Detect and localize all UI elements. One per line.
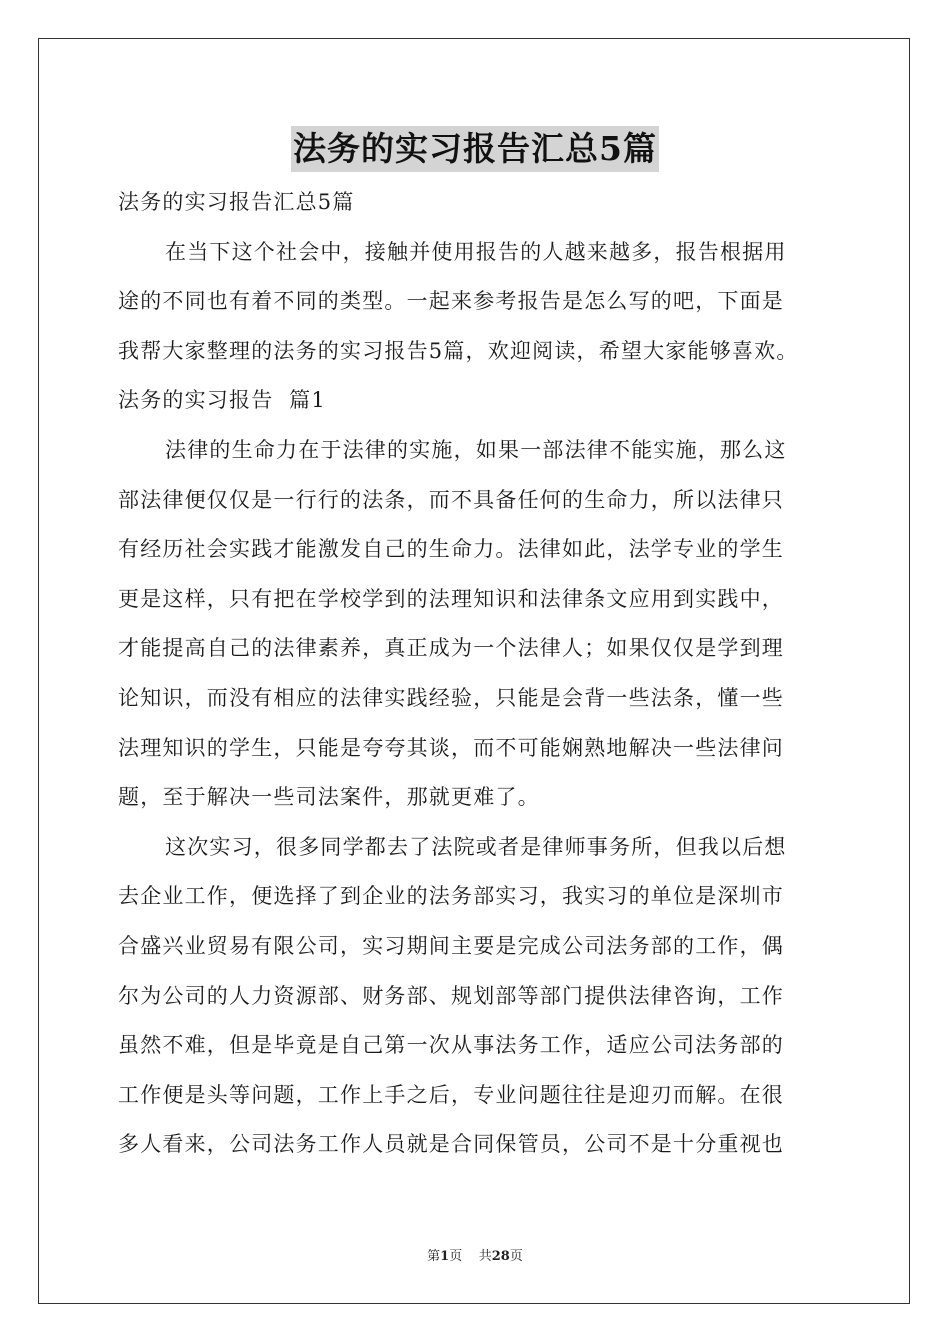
- body-line: 我帮大家整理的法务的实习报告5篇，欢迎阅读，希望大家能够喜欢。: [118, 338, 799, 363]
- page-footer: [0, 1245, 950, 1264]
- body-line: 题，至于解决一些司法案件，那就更难了。: [118, 785, 540, 810]
- body-line: 在当下这个社会中，接触并使用报告的人越来越多，报告根据用: [165, 239, 787, 264]
- page-number-suffix: 页: [509, 1249, 523, 1264]
- document-title: 法务的实习报告汇总5篇: [291, 126, 659, 172]
- body-line: 法务的实习报告汇总5篇: [118, 190, 355, 214]
- page-number-total: 28: [491, 1249, 510, 1264]
- body-line: 法律的生命力在于法律的实施，如果一部法律不能实施，那么这: [165, 437, 787, 462]
- page-number-mid: 页 共: [449, 1249, 492, 1264]
- body-line: 才能提高自己的法律素养，真正成为一个法律人；如果仅仅是学到理: [118, 636, 784, 661]
- section-heading: 法务的实习报告 篇1: [118, 388, 326, 413]
- page-number-prefix: 第: [427, 1249, 441, 1264]
- body-line: 法理知识的学生，只能是夸夸其谈，而不可能娴熟地解决一些法律问: [118, 735, 784, 760]
- body-line: 尔为公司的人力资源部、财务部、规划部等部门提供法律咨询，工作: [118, 983, 784, 1008]
- body-line: 去企业工作，便选择了到企业的法务部实习，我实习的单位是深圳市: [118, 884, 784, 909]
- document-body: [118, 178, 832, 1170]
- body-line: 虽然不难，但是毕竟是自己第一次从事法务工作，适应公司法务部的: [118, 1033, 784, 1058]
- body-line: 更是这样，只有把在学校学到的法理知识和法律条文应用到实践中，: [118, 586, 784, 611]
- page-number-current: 1: [440, 1249, 450, 1264]
- body-line: 途的不同也有着不同的类型。一起来参考报告是怎么写的吧，下面是: [118, 289, 784, 314]
- body-line: 有经历社会实践才能激发自己的生命力。法律如此，法学专业的学生: [118, 537, 784, 562]
- body-line: 部法律便仅仅是一行行的法条，而不具备任何的生命力，所以法律只: [118, 487, 784, 512]
- body-line: 合盛兴业贸易有限公司，实习期间主要是完成公司法务部的工作，偶: [118, 933, 784, 958]
- body-line: 工作便是头等问题，工作上手之后，专业问题往往是迎刃而解。在很: [118, 1082, 784, 1107]
- title-container: [0, 126, 950, 172]
- body-line: 论知识，而没有相应的法律实践经验，只能是会背一些法条，懂一些: [118, 685, 784, 710]
- body-line: 多人看来，公司法务工作人员就是合同保管员，公司不是十分重视也: [118, 1132, 784, 1157]
- body-line: 这次实习，很多同学都去了法院或者是律师事务所，但我以后想: [165, 834, 787, 859]
